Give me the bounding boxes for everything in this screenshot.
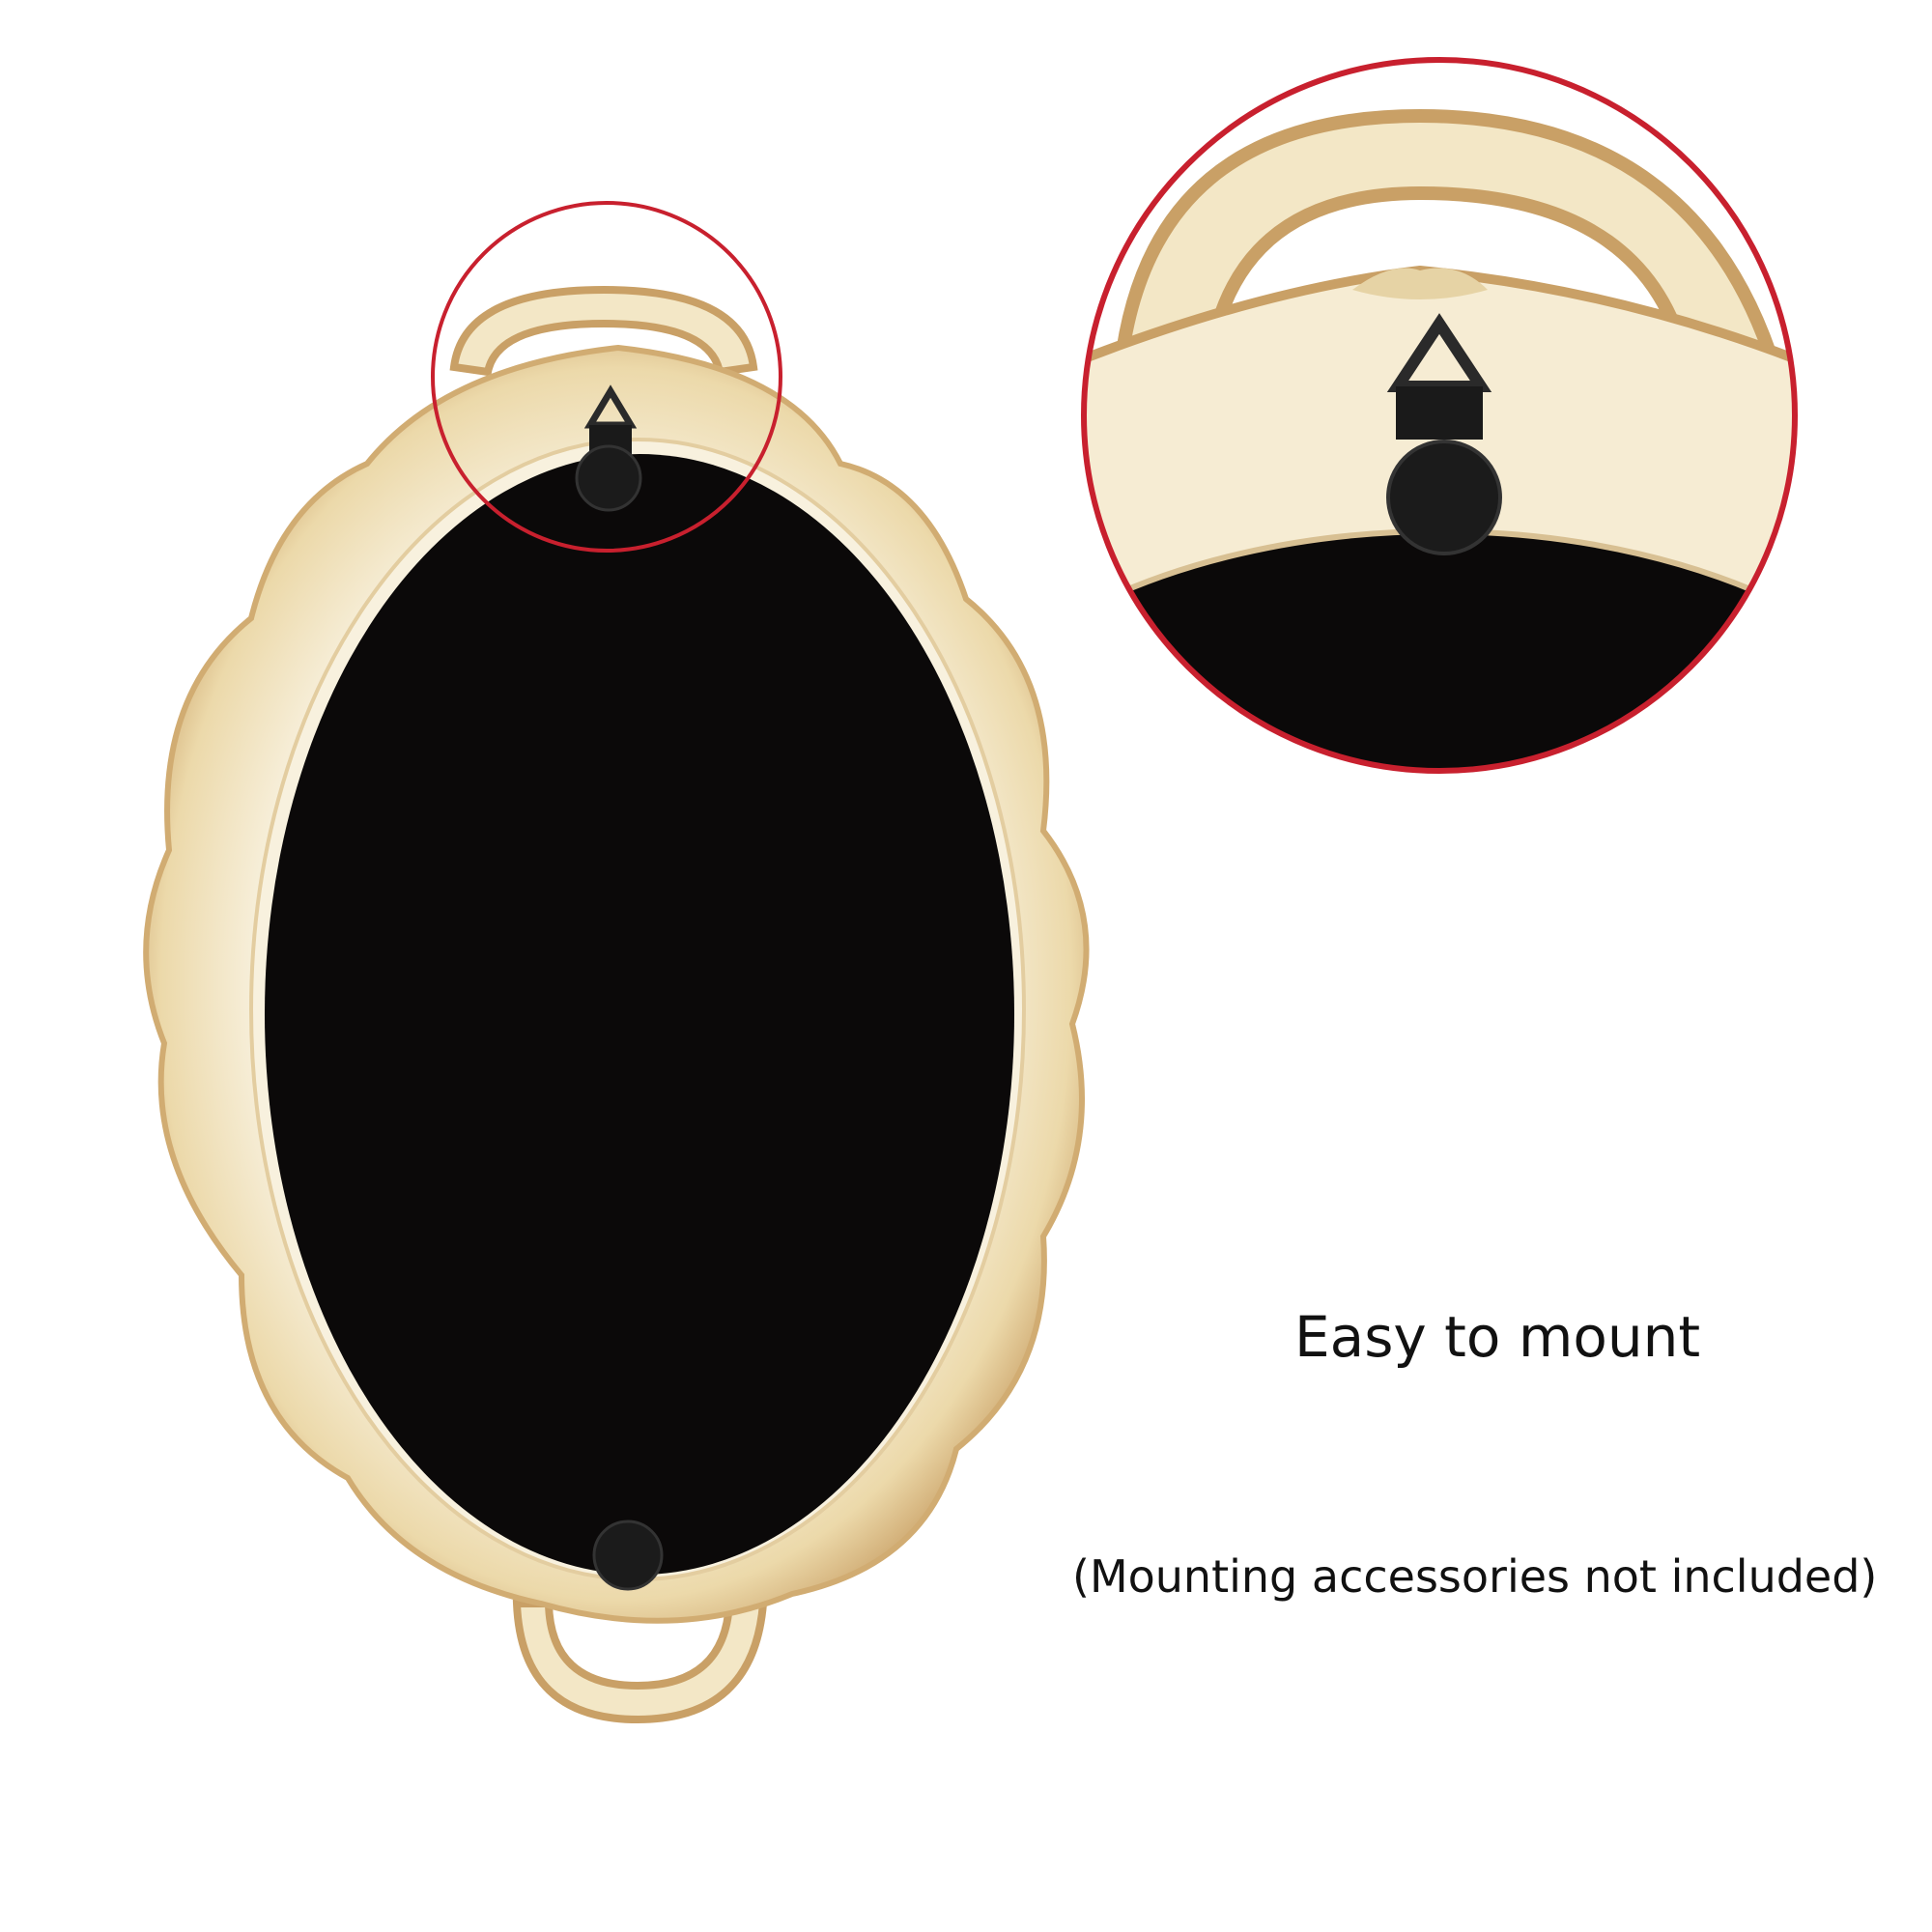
mirror-backing bbox=[265, 454, 1014, 1575]
mirror-back-icon bbox=[146, 290, 1086, 1719]
caption-note: (Mounting accessories not included) bbox=[1072, 1550, 1878, 1603]
caption-title: Easy to mount bbox=[1294, 1304, 1701, 1370]
felt-bumper-bottom bbox=[594, 1521, 662, 1589]
felt-bumper-icon bbox=[577, 446, 640, 510]
